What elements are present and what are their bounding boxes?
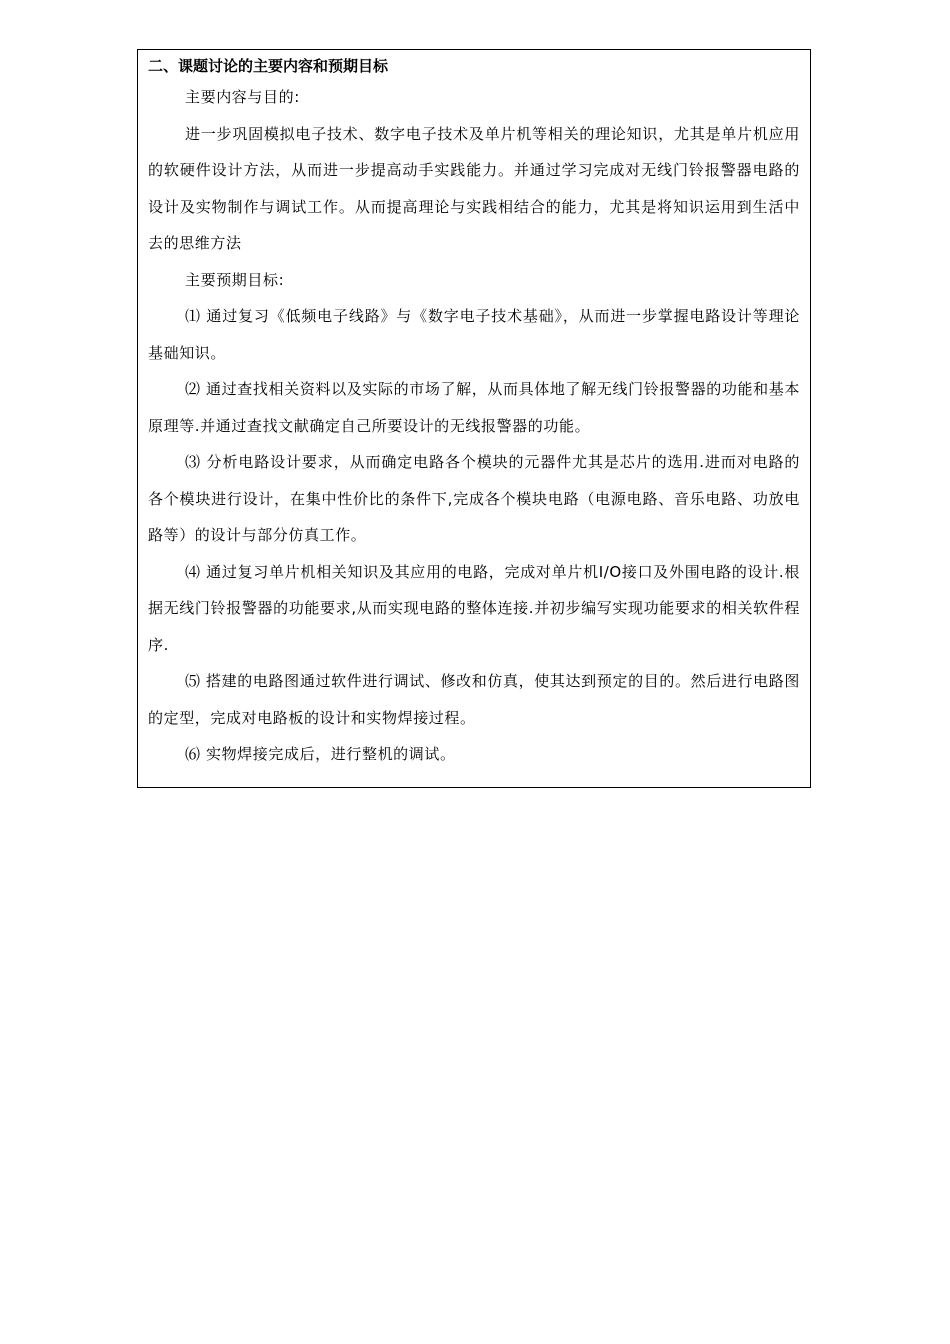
goals-label: 主要预期目标: — [185, 270, 285, 289]
content-purpose-label: 主要内容与目的: — [185, 88, 300, 106]
section-heading: 二、课题讨论的主要内容和预期目标 — [148, 57, 389, 75]
goal-item-1: ⑴ 通过复习《低频电子线路》与《数字电子技术基础》，从而进一步掌握电路设计等理论基础知识。 — [148, 307, 800, 362]
goal-item-3: ⑶ 分析电路设计要求，从而确定电路各个模块的元器件尤其是芯片的选用.进而对电路的各个模块进行设计，在集中性价比的条件下,完成各个模块电路（电源电路、音乐电路、功放电路等）的设计与部分仿真工作。 — [148, 453, 800, 544]
goal-item-6: ⑹ 实物焊接完成后，进行整机的调试。 — [185, 745, 456, 763]
goal-item-4: ⑷ 通过复习单片机相关知识及其应用的电路，完成对单片机I/O接口及外围电路的设计.根据无线门铃报警器的功能要求,从而实现电路的整体连接.并初步编写实现功能要求的相关软件程序. — [148, 562, 800, 654]
goal-item-2: ⑵ 通过查找相关资料以及实际的市场了解，从而具体地了解无线门铃报警器的功能和基本原理等.并通过查找文献确定自己所要设计的无线报警器的功能。 — [148, 380, 800, 435]
content-purpose-text: 进一步巩固模拟电子技术、数字电子技术及单片机等相关的理论知识，尤其是单片机应用的软硬件设计方法，从而进一步提高动手实践能力。并通过学习完成对无线门铃报警器电路的设计及实物制作与调试工作。从而提高理论与实践相结合的能力，尤其是将知识运用到生活中去的思维方法 — [148, 124, 800, 252]
content-section-box — [137, 49, 811, 788]
goal-item-5: ⑸ 搭建的电路图通过软件进行调试、修改和仿真，使其达到预定的目的。然后进行电路图的定型，完成对电路板的设计和实物焊接过程。 — [148, 672, 800, 727]
